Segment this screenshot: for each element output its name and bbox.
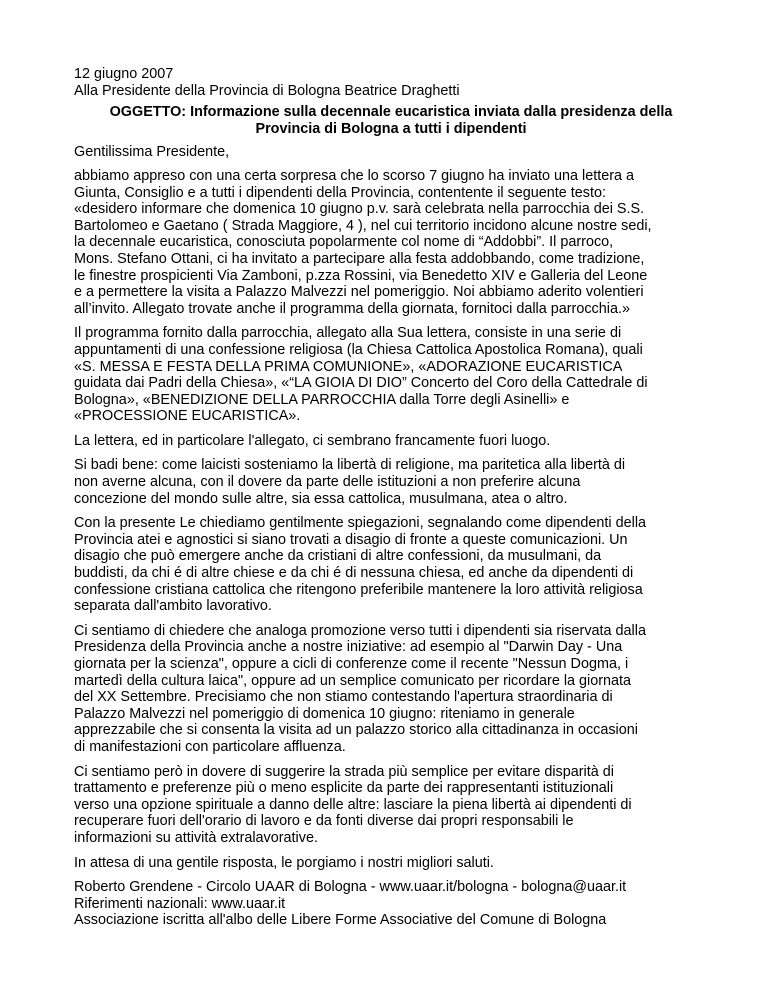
letter-header [74,66,708,99]
body-paragraph [74,515,708,615]
paragraph-line: buddisti, da chi é di altre chiese e da chi é di nessuna chiesa, ed anche da dipendenti di [74,565,634,582]
paragraph-line: martedì della cultura laica", oppure ad un semplice comunicato per ricordare la giornata [74,672,632,689]
paragraph-line: Il programma fornito dalla parrocchia, allegato alla Sua lettera, consiste in una serie di [74,325,622,342]
body-paragraph [74,764,708,847]
signature-line-2: Riferimenti nazionali: www.uaar.it [74,895,286,912]
paragraph-line: La lettera, ed in particolare l'allegato, ci sembrano francamente fuori luogo. [74,432,551,449]
paragraph-line: informazioni su attività extralavorative. [74,829,318,846]
letter-document [74,66,708,929]
subject-line-2: Provincia di Bologna a tutti i dipendenti [255,120,527,137]
body-paragraph [74,457,708,507]
paragraph-line: separata dall'ambito lavorativo. [74,598,272,615]
paragraph-line: Si badi bene: come laicisti sosteniamo la libertà di religione, ma paritetica alla libertà di [74,457,626,474]
paragraph-line: confessione cristiana cattolica che ritengono preferibile mantenere la loro attività religiosa [74,581,643,598]
signature-line-1: Roberto Grendene - Circolo UAAR di Bologna - www.uaar.it/bologna - bologna@uaar.it [74,879,627,896]
paragraph-line: Bartolomeo e Gaetano ( Strada Maggiore, 4 ), nel cui territorio incidono alcune nostre sedi, [74,217,652,234]
letter-signature [74,879,708,929]
paragraph-line: del XX Settembre. Precisiamo che non stiamo contestando l'apertura straordinaria di [74,689,613,706]
paragraph-line: le finestre prospicienti Via Zamboni, p.zza Rossini, via Benedetto XIV e Galleria del Leone [74,267,648,284]
paragraph-line: Mons. Stefano Ottani, ci ha invitato a partecipare alla festa addobbando, come tradizione, [74,250,645,267]
paragraph-line: verso una opzione spirituale a danno delle altre: lasciare la piena libertà ai dipendenti di [74,796,632,813]
paragraph-line: disagio che può emergere anche da cristiani di altre confessioni, da musulmani, da [74,548,602,565]
paragraph-line: concezione del mondo sulle altre, sia essa cattolica, musulmana, atea o altro. [74,490,568,507]
paragraph-line: Con la presente Le chiediamo gentilmente spiegazioni, segnalando come dipendenti della [74,515,647,532]
body-paragraph [74,433,708,450]
paragraph-line: «PROCESSIONE EUCARISTICA». [74,408,301,425]
paragraph-line: appuntamenti di una confessione religiosa (la Chiesa Cattolica Apostolica Romana), quali [74,341,643,358]
paragraph-line: Ci sentiamo di chiedere che analoga promozione verso tutti i dipendenti sia riservata dalla [74,622,646,639]
signature-line-3: Associazione iscritta all'albo delle Libere Forme Associative del Comune di Bologna [74,912,607,929]
letter-body [74,168,708,871]
paragraph-line: apprezzabile che si consenta la visita ad un palazzo storico alla cittadinanza in occasioni [74,722,638,739]
paragraph-line: trattamento e preferenze più o meno esplicite da parte dei rappresentanti istituzionali [74,780,614,797]
paragraph-line: la decennale eucaristica, conosciuta popolarmente col nome di “Addobbi”. Il parroco, [74,234,614,251]
paragraph-line: e a permettere la visita a Palazzo Malvezzi nel pomeriggio. Noi abbiamo aderito volentieri [74,284,644,301]
body-paragraph [74,855,708,872]
paragraph-line: non averne alcuna, con il dovere da parte delle istituzioni a non preferire alcuna [74,474,581,491]
body-paragraph [74,168,708,317]
letter-recipient: Alla Presidente della Provincia di Bologna Beatrice Draghetti [74,82,460,99]
paragraph-line: Presidenza della Provincia anche a nostre iniziative: ad esempio al "Darwin Day - Una [74,639,623,656]
paragraph-line: di manifestazioni con particolare affluenza. [74,738,346,755]
paragraph-line: Bologna», «BENEDIZIONE DELLA PARROCCHIA dalla Torre degli Asinelli» e [74,391,570,408]
paragraph-line: recuperare fuori dell'orario di lavoro e da fonti diverse dai propri responsabili le [74,813,574,830]
body-paragraph [74,623,708,756]
paragraph-line: Giunta, Consiglio e a tutti i dipendenti della Provincia, contentente il seguente testo: [74,184,606,201]
paragraph-line: Provincia atei e agnostici si siano trovati a disagio di fronte a queste comunicazioni. Un [74,531,628,548]
paragraph-line: all’invito. Allegato trovate anche il programma della giornata, fornitoci dalla parrocchia.» [74,300,630,317]
paragraph-line: «S. MESSA E FESTA DELLA PRIMA COMUNIONE», «ADORAZIONE EUCARISTICA [74,358,623,375]
paragraph-line: Ci sentiamo però in dovere di suggerire la strada più semplice per evitare disparità di [74,763,614,780]
letter-subject [74,104,708,137]
paragraph-line: giornata per la scienza", oppure a cicli di conferenze come il recente "Nessun Dogma, i [74,656,629,672]
paragraph-line: abbiamo appreso con una certa sorpresa che lo scorso 7 giugno ha inviato una lettera a [74,167,634,184]
letter-date: 12 giugno 2007 [74,66,174,82]
paragraph-line: «desidero informare che domenica 10 giugno p.v. sarà celebrata nella parrocchia dei S.S. [74,201,645,218]
body-paragraph [74,325,708,425]
paragraph-line: In attesa di una gentile risposta, le porgiamo i nostri migliori saluti. [74,854,494,871]
subject-line-1: OGGETTO: Informazione sulla decennale eucaristica inviata dalla presidenza della [109,104,673,121]
paragraph-line: Palazzo Malvezzi nel pomeriggio di domenica 10 giugno: riteniamo in generale [74,705,575,722]
letter-salutation: Gentilissima Presidente, [74,144,230,161]
paragraph-line: guidata dai Padri della Chiesa», «“LA GIOIA DI DIO” Concerto del Coro della Cattedrale di [74,375,648,392]
